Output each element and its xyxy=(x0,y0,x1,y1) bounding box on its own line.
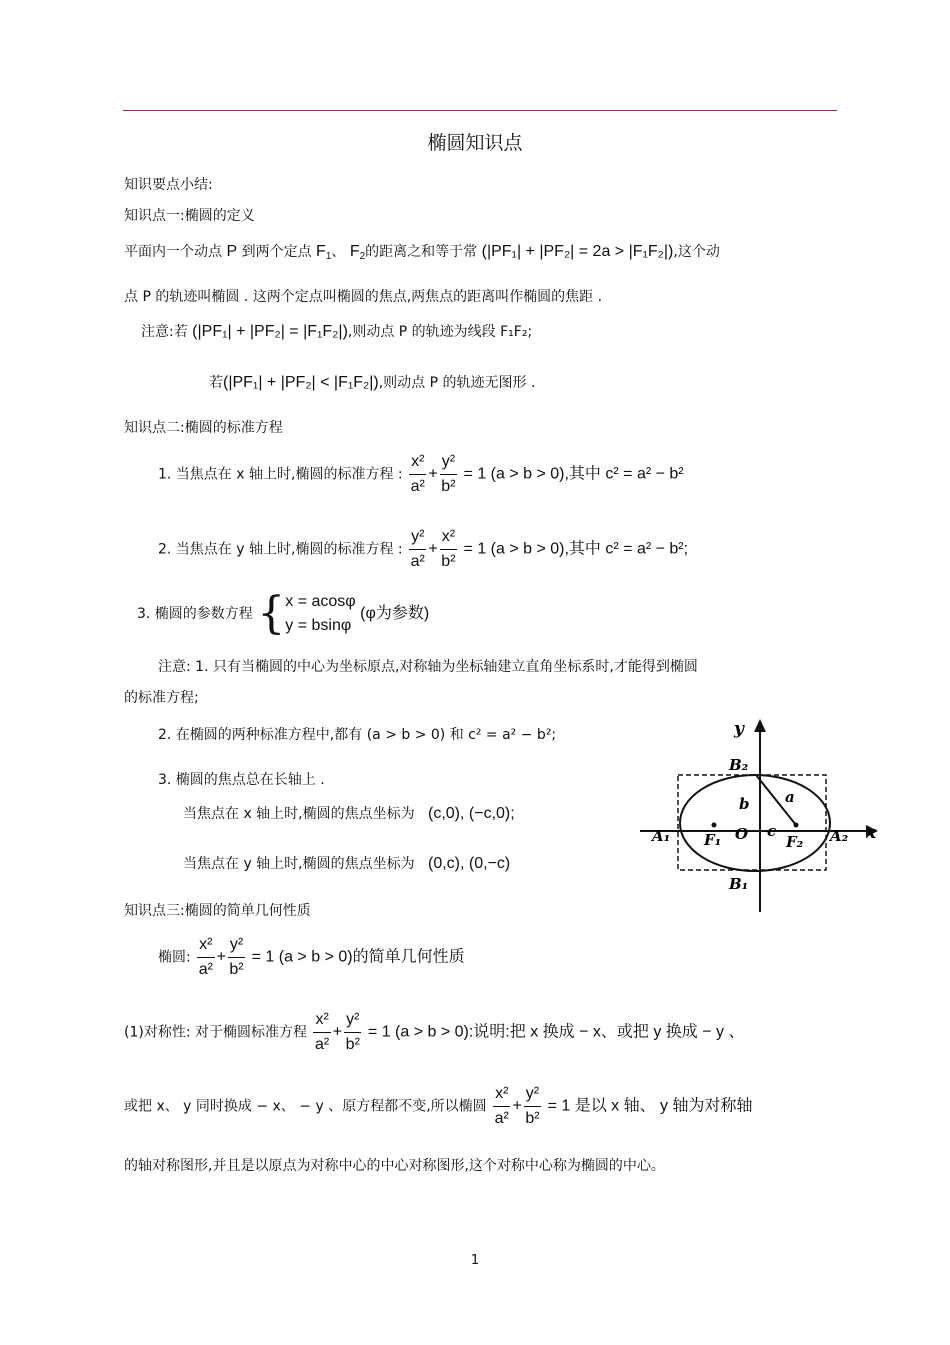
fraction-x2-a2: $\frac{\text{x²}}{\text{a²}}$ xyxy=(410,453,425,495)
y-label: y xyxy=(734,719,744,739)
f2-label: F₂ xyxy=(786,833,804,851)
page-title: 椭圆知识点 xyxy=(427,132,523,154)
b1-label: B₁ xyxy=(729,875,749,893)
k1-definition-line2: 点 P 的轨迹叫椭圆 . 这两个定点叫椭圆的焦点,两焦点的距离叫作椭圆的焦距 . xyxy=(124,289,603,305)
k2-item2: 2. 当焦点在 y 轴上时,椭圆的标准方程 : $\frac{\text{y²}}{\text{a²}}$ + $\frac{\text{x²}}{\text{b²}}$ = 1 (a > b > 0),其中 c² = a² − b²; xyxy=(158,528,689,570)
ellipse xyxy=(680,775,830,871)
x-label: x xyxy=(866,823,877,843)
k1-definition-line1: 平面内一个动点 P 到两个定点 $F_1$、 $F_2$的距离之和等于常 (|PF₁| + |PF₂| = 2a > |F₁F₂|),这个动 xyxy=(124,243,720,262)
k2-note3: 3. 椭圆的焦点总在长轴上 . xyxy=(158,772,325,788)
summary-heading: 知识要点小结: xyxy=(124,177,213,193)
k1-heading: 知识点一:椭圆的定义 xyxy=(124,208,255,224)
fraction-x2-b2: $\frac{\text{x²}}{\text{b²}}$ xyxy=(441,528,456,570)
origin-label: O xyxy=(735,825,749,843)
k2-note1: 注意: 1. 只有当椭圆的中心为坐标原点,对称轴为坐标轴建立直角坐标系时,才能得到椭圆 xyxy=(158,659,698,675)
f1-label: F₁ xyxy=(704,831,722,849)
k2-heading: 知识点二:椭圆的标准方程 xyxy=(124,420,283,436)
k3-symmetry: (1)对称性: 对于椭圆标准方程 $\frac{\text{x²}}{\text{a²}}$ + $\frac{\text{y²}}{\text{b²}}$ = 1 (a > b > 0):说明:把 x 换成 − x、或把 y 换成 − y 、 xyxy=(124,1011,745,1053)
k2-note2: 2. 在椭圆的两种标准方程中,都有 (a > b > 0) 和 c² = a² − b²; xyxy=(158,727,557,743)
fraction-y2-a2: $\frac{\text{y²}}{\text{a²}}$ xyxy=(410,528,425,570)
a-label: a xyxy=(785,788,795,806)
k2-note1-cont: 的标准方程; xyxy=(124,690,199,706)
b-label: b xyxy=(739,795,750,813)
header-rule xyxy=(123,110,837,111)
k3-symmetry-line3: 的轴对称图形,并且是以原点为对称中心的中心对称图形,这个对称中心称为椭圆的中心。 xyxy=(124,1158,665,1174)
focus-f2-dot xyxy=(794,823,799,828)
y-arrow-icon xyxy=(754,719,766,732)
k3-heading: 知识点三:椭圆的简单几何性质 xyxy=(124,903,311,919)
focus-f1-dot xyxy=(712,823,717,828)
a2-label: A₂ xyxy=(830,827,849,845)
fraction-y2-b2: $\frac{\text{y²}}{\text{b²}}$ xyxy=(441,453,456,495)
page-number: 1 xyxy=(470,1253,480,1268)
ellipse-figure xyxy=(640,714,880,914)
k1-note1: 注意:若 (|PF₁| + |PF₂| = |F₁F₂|),则动点 P 的轨迹为线段 F₁F₂; xyxy=(141,323,533,340)
k2-item3: 3. 椭圆的参数方程 {x = acosφ y = bsinφ (φ为参数) xyxy=(137,588,430,639)
k2-item1: 1. 当焦点在 x 轴上时,椭圆的标准方程 : $\frac{\text{x²}}{\text{a²}}$ + $\frac{\text{y²}}{\text{b²}}$ = 1 (a > b > 0),其中 c² = a² − b² xyxy=(158,453,684,495)
k3-symmetry-line2: 或把 x、 y 同时换成 − x、 − y 、原方程都不变,所以椭圆 $\frac{\text{x²}}{\text{a²}}$ + $\frac{\text{y²}}{\text{b²}}$ = 1 是以 x 轴、 y 轴为对称轴 xyxy=(124,1085,753,1127)
a1-label: A₁ xyxy=(652,827,671,845)
b2-label: B₂ xyxy=(729,756,749,774)
k2-note3b: 当焦点在 y 轴上时,椭圆的焦点坐标为 (0,c), (0,−c) xyxy=(183,855,511,872)
k3-ellipse: 椭圆: $\frac{\text{x²}}{\text{a²}}$ + $\frac{\text{y²}}{\text{b²}}$ = 1 (a > b > 0)的简单几何性质 xyxy=(158,936,465,978)
c-label: c xyxy=(767,822,777,840)
k2-note3a: 当焦点在 x 轴上时,椭圆的焦点坐标为 (c,0), (−c,0); xyxy=(183,805,515,822)
k1-note2: 若(|PF₁| + |PF₂| < |F₁F₂|),则动点 P 的轨迹无图形 . xyxy=(209,374,536,391)
